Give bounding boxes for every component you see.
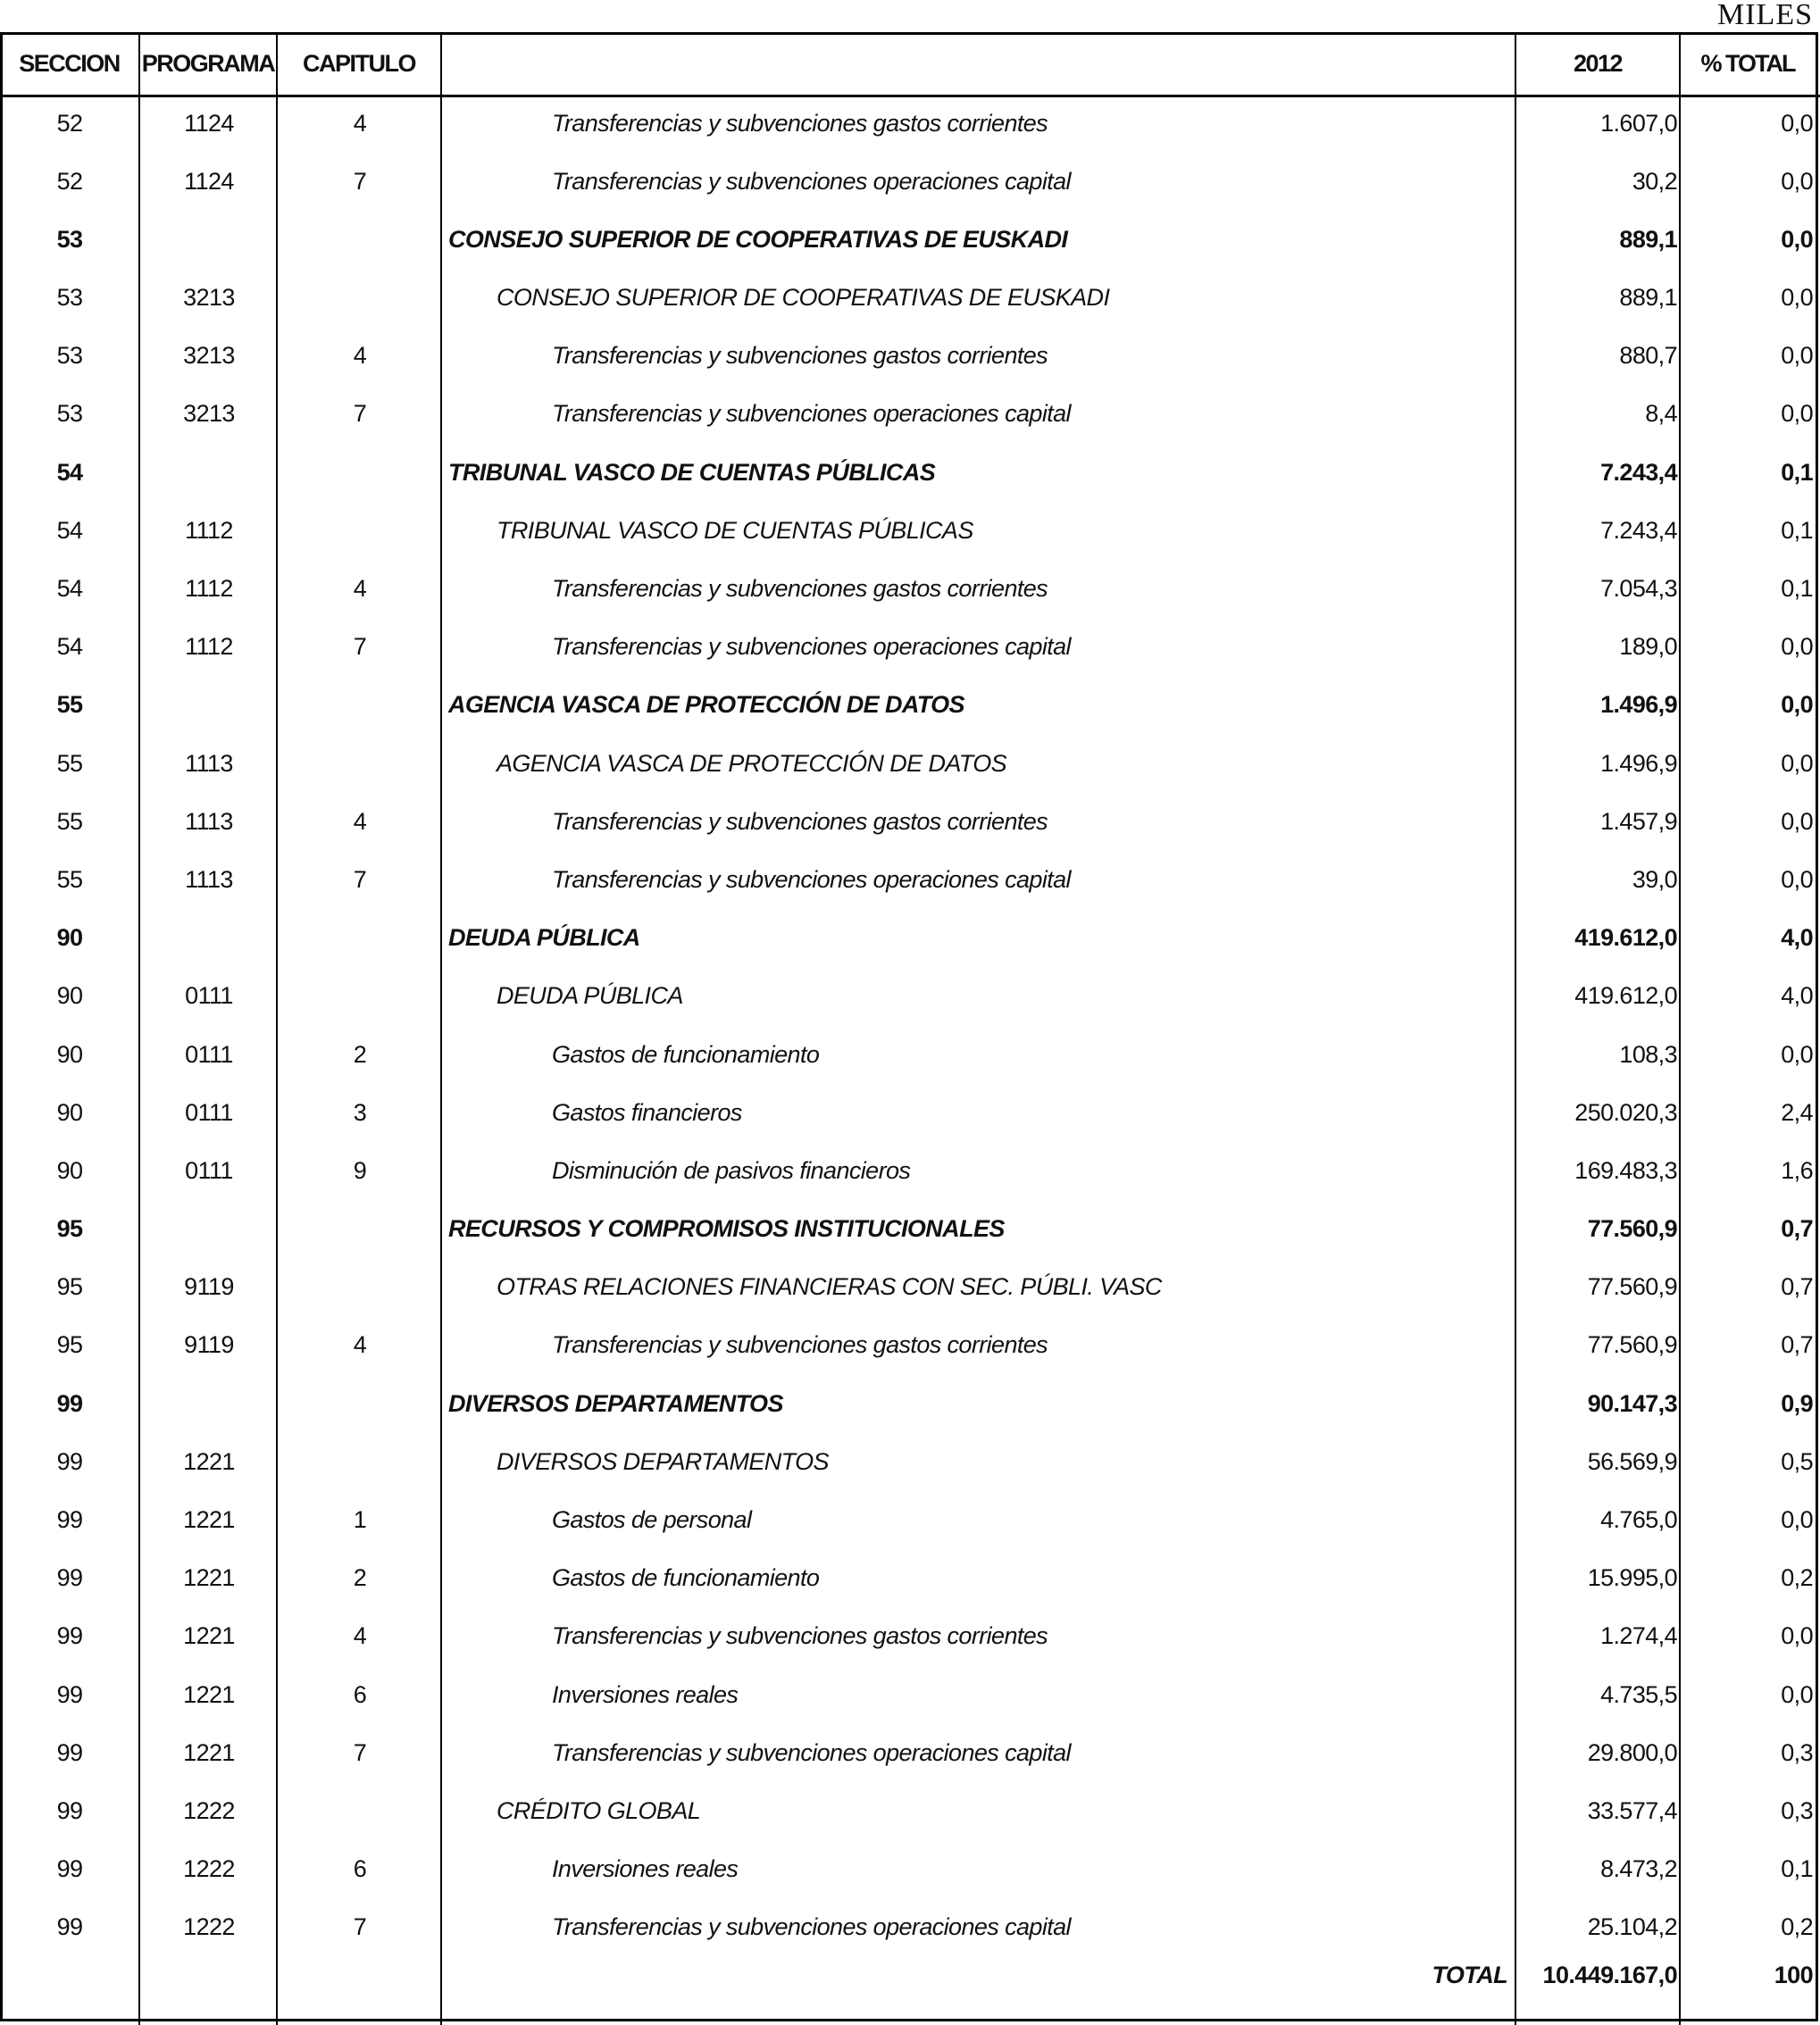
cell-pct: 1,6 — [1781, 1156, 1813, 1184]
cell-programa: 1113 — [185, 807, 233, 835]
cell-programa: 1221 — [183, 1506, 235, 1533]
cell-programa — [141, 912, 277, 965]
cell-pct: 0,2 — [1781, 1913, 1813, 1941]
cell-capitulo: 3 — [353, 1098, 367, 1126]
header-seccion: SECCION — [19, 49, 120, 77]
cell-descripcion: DIVERSOS DEPARTAMENTOS — [448, 1389, 783, 1417]
cell-programa: 1112 — [185, 575, 233, 602]
header-programa: PROGRAMA — [141, 49, 275, 77]
cell-seccion: 55 — [56, 807, 83, 835]
table-row — [0, 1435, 1820, 1493]
cell-seccion: 99 — [56, 1622, 83, 1650]
cell-capitulo — [279, 1261, 441, 1314]
cell-programa: 1222 — [183, 1913, 235, 1941]
cell-programa: 1221 — [183, 1447, 235, 1475]
cell-descripcion: Gastos de funcionamiento — [552, 1564, 820, 1592]
cell-programa: 3213 — [183, 400, 235, 428]
cell-valor: 1.457,9 — [1600, 807, 1677, 835]
cell-programa: 1221 — [183, 1738, 235, 1766]
cell-seccion: 99 — [56, 1564, 83, 1592]
cell-descripcion: Gastos financieros — [552, 1098, 742, 1126]
cell-pct: 0,0 — [1781, 342, 1813, 370]
cell-seccion: 53 — [56, 342, 83, 370]
cell-valor: 419.612,0 — [1574, 982, 1677, 1010]
cell-capitulo — [279, 1784, 441, 1838]
cell-pct: 0,0 — [1781, 225, 1813, 253]
cell-descripcion: Transferencias y subvenciones operaciones capital — [552, 633, 1071, 661]
cell-programa: 1222 — [183, 1796, 235, 1824]
table-row — [0, 1028, 1820, 1086]
cell-pct: 0,0 — [1781, 749, 1813, 777]
cell-descripcion: Disminución de pasivos financieros — [552, 1156, 911, 1184]
cell-seccion: 99 — [56, 1447, 83, 1475]
cell-descripcion: DEUDA PÚBLICA — [448, 924, 640, 952]
cell-capitulo: 4 — [353, 1622, 367, 1650]
table-row — [0, 212, 1820, 271]
cell-descripcion: Gastos de funcionamiento — [552, 1040, 820, 1068]
table-row — [0, 1203, 1820, 1261]
cell-seccion: 55 — [56, 749, 83, 777]
cell-seccion: 99 — [56, 1796, 83, 1824]
cell-descripcion: Transferencias y subvenciones gastos corrientes — [552, 1622, 1048, 1650]
cell-descripcion: Transferencias y subvenciones operaciones capital — [552, 865, 1071, 893]
cell-seccion: 95 — [56, 1273, 83, 1301]
table-row — [0, 1494, 1820, 1552]
cell-valor: 4.765,0 — [1600, 1506, 1677, 1533]
cell-seccion: 54 — [56, 458, 83, 486]
cell-pct: 0,7 — [1781, 1273, 1813, 1301]
cell-pct: 0,0 — [1781, 109, 1813, 137]
cell-valor: 7.243,4 — [1600, 458, 1677, 486]
cell-descripcion: Inversiones reales — [552, 1855, 739, 1883]
table-row — [0, 1610, 1820, 1668]
cell-descripcion: Transferencias y subvenciones gastos corrientes — [552, 109, 1048, 137]
table-row — [0, 970, 1820, 1028]
table-row — [0, 1726, 1820, 1784]
table-row — [0, 853, 1820, 911]
header-capitulo: CAPITULO — [303, 49, 415, 77]
cell-valor: 250.020,3 — [1574, 1098, 1677, 1126]
cell-seccion: 99 — [56, 1506, 83, 1533]
cell-valor: 25.104,2 — [1587, 1913, 1677, 1941]
cell-valor: 33.577,4 — [1587, 1796, 1677, 1824]
cell-valor: 1.496,9 — [1600, 749, 1677, 777]
cell-programa: 0111 — [185, 982, 233, 1010]
cell-capitulo: 4 — [353, 575, 367, 602]
cell-descripcion: Gastos de personal — [552, 1506, 752, 1533]
cell-descripcion: Transferencias y subvenciones gastos corrientes — [552, 1331, 1048, 1359]
total-pct: 100 — [1774, 1961, 1813, 1988]
cell-descripcion: Transferencias y subvenciones operaciones capital — [552, 1738, 1071, 1766]
cell-descripcion: Transferencias y subvenciones gastos corrientes — [552, 342, 1048, 370]
cell-programa: 1113 — [185, 865, 233, 893]
cell-programa: 1113 — [185, 749, 233, 777]
cell-capitulo — [279, 1435, 441, 1488]
header-pct-total: % TOTAL — [1700, 49, 1795, 77]
cell-seccion: 90 — [56, 924, 83, 952]
total-label: TOTAL — [1432, 1961, 1507, 1988]
total-row — [0, 1946, 1820, 2004]
cell-capitulo: 7 — [353, 865, 367, 893]
cell-descripcion: Transferencias y subvenciones operaciones capital — [552, 1913, 1071, 1941]
cell-valor: 8,4 — [1645, 400, 1677, 428]
cell-programa: 1124 — [184, 109, 234, 137]
cell-capitulo: 7 — [353, 1913, 367, 1941]
table-row — [0, 1552, 1820, 1610]
cell-capitulo: 4 — [353, 1331, 367, 1359]
cell-seccion: 99 — [56, 1855, 83, 1883]
cell-capitulo: 2 — [353, 1040, 367, 1068]
header-descripcion — [442, 32, 1515, 95]
cell-descripcion: TRIBUNAL VASCO DE CUENTAS PÚBLICAS — [448, 458, 936, 486]
cell-valor: 889,1 — [1619, 225, 1677, 253]
cell-descripcion: CRÉDITO GLOBAL — [497, 1796, 701, 1824]
cell-valor: 1.607,0 — [1600, 109, 1677, 137]
cell-descripcion: OTRAS RELACIONES FINANCIERAS CON SEC. PÚBLI. VASC — [497, 1273, 1162, 1301]
cell-descripcion: Transferencias y subvenciones operaciones capital — [552, 400, 1071, 428]
cell-programa: 1124 — [184, 167, 234, 195]
table-row — [0, 621, 1820, 679]
cell-pct: 0,0 — [1781, 284, 1813, 312]
cell-capitulo: 1 — [353, 1506, 367, 1533]
cell-programa — [141, 679, 277, 732]
cell-valor: 77.560,9 — [1587, 1215, 1677, 1243]
cell-pct: 0,0 — [1781, 167, 1813, 195]
cell-programa: 3213 — [183, 342, 235, 370]
cell-valor: 4.735,5 — [1600, 1680, 1677, 1708]
table-row — [0, 1377, 1820, 1435]
cell-pct: 0,1 — [1781, 516, 1813, 544]
cell-descripcion: Inversiones reales — [552, 1680, 739, 1708]
cell-programa: 1112 — [185, 633, 233, 661]
header-year: 2012 — [1573, 49, 1623, 77]
cell-programa — [141, 446, 277, 499]
cell-seccion: 90 — [56, 1098, 83, 1126]
cell-seccion: 99 — [56, 1738, 83, 1766]
cell-pct: 4,0 — [1781, 924, 1813, 952]
cell-seccion: 90 — [56, 1040, 83, 1068]
cell-descripcion: Transferencias y subvenciones gastos corrientes — [552, 807, 1048, 835]
cell-programa: 9119 — [184, 1273, 234, 1301]
cell-descripcion: AGENCIA VASCA DE PROTECCIÓN DE DATOS — [448, 691, 964, 719]
cell-pct: 0,0 — [1781, 1680, 1813, 1708]
cell-descripcion: TRIBUNAL VASCO DE CUENTAS PÚBLICAS — [497, 516, 973, 544]
cell-valor: 8.473,2 — [1600, 1855, 1677, 1883]
cell-valor: 7.243,4 — [1600, 516, 1677, 544]
cell-seccion: 53 — [56, 225, 83, 253]
cell-pct: 0,0 — [1781, 807, 1813, 835]
cell-seccion: 55 — [56, 865, 83, 893]
cell-seccion: 99 — [56, 1680, 83, 1708]
table-row — [0, 795, 1820, 853]
cell-programa — [141, 212, 277, 266]
cell-valor: 189,0 — [1619, 633, 1677, 661]
cell-capitulo: 7 — [353, 400, 367, 428]
cell-capitulo: 2 — [353, 1564, 367, 1592]
cell-pct: 0,0 — [1781, 1622, 1813, 1650]
cell-valor: 108,3 — [1619, 1040, 1677, 1068]
cell-valor: 56.569,9 — [1587, 1447, 1677, 1475]
cell-programa: 1222 — [183, 1855, 235, 1883]
cell-pct: 4,0 — [1781, 982, 1813, 1010]
cell-capitulo: 4 — [353, 342, 367, 370]
cell-valor: 15.995,0 — [1587, 1564, 1677, 1592]
cell-valor: 1.274,4 — [1600, 1622, 1677, 1650]
cell-capitulo — [279, 271, 441, 325]
cell-pct: 0,7 — [1781, 1331, 1813, 1359]
table-row — [0, 1319, 1820, 1377]
table-row — [0, 562, 1820, 621]
cell-programa: 9119 — [184, 1331, 234, 1359]
cell-capitulo: 9 — [353, 1156, 367, 1184]
cell-seccion: 53 — [56, 400, 83, 428]
cell-valor: 889,1 — [1619, 284, 1677, 312]
table-row — [0, 329, 1820, 388]
cell-pct: 0,3 — [1781, 1738, 1813, 1766]
cell-descripcion: CONSEJO SUPERIOR DE COOPERATIVAS DE EUSKADI — [497, 284, 1110, 312]
cell-seccion: 99 — [56, 1913, 83, 1941]
total-value: 10.449.167,0 — [1542, 1961, 1677, 1988]
cell-pct: 0,9 — [1781, 1389, 1813, 1417]
table-body — [0, 96, 1820, 1959]
table-row — [0, 912, 1820, 970]
cell-pct: 0,0 — [1781, 633, 1813, 661]
cell-valor: 169.483,3 — [1574, 1156, 1677, 1184]
units-label: MILES — [1717, 0, 1813, 31]
cell-valor: 1.496,9 — [1600, 691, 1677, 719]
cell-seccion: 95 — [56, 1215, 83, 1243]
cell-programa: 1221 — [183, 1564, 235, 1592]
table-row — [0, 1086, 1820, 1144]
cell-capitulo: 4 — [353, 807, 367, 835]
cell-capitulo — [279, 504, 441, 557]
cell-pct: 0,0 — [1781, 400, 1813, 428]
cell-capitulo — [279, 737, 441, 790]
cell-descripcion: CONSEJO SUPERIOR DE COOPERATIVAS DE EUSKADI — [448, 225, 1068, 253]
table-row — [0, 388, 1820, 446]
cell-pct: 0,0 — [1781, 865, 1813, 893]
cell-programa: 1112 — [185, 516, 233, 544]
cell-capitulo — [279, 970, 441, 1023]
cell-seccion: 54 — [56, 516, 83, 544]
cell-programa: 3213 — [183, 284, 235, 312]
cell-pct: 0,2 — [1781, 1564, 1813, 1592]
cell-valor: 29.800,0 — [1587, 1738, 1677, 1766]
cell-pct: 0,0 — [1781, 1040, 1813, 1068]
cell-valor: 77.560,9 — [1587, 1331, 1677, 1359]
cell-valor: 77.560,9 — [1587, 1273, 1677, 1301]
cell-capitulo: 6 — [353, 1855, 367, 1883]
cell-seccion: 90 — [56, 982, 83, 1010]
cell-valor: 880,7 — [1619, 342, 1677, 370]
cell-capitulo — [279, 1203, 441, 1256]
cell-programa: 1221 — [183, 1622, 235, 1650]
cell-pct: 0,1 — [1781, 575, 1813, 602]
table-row — [0, 96, 1820, 154]
cell-capitulo — [279, 679, 441, 732]
cell-seccion: 90 — [56, 1156, 83, 1184]
cell-pct: 0,5 — [1781, 1447, 1813, 1475]
table-row — [0, 154, 1820, 212]
cell-seccion: 54 — [56, 633, 83, 661]
cell-programa: 0111 — [185, 1098, 233, 1126]
cell-capitulo: 7 — [353, 633, 367, 661]
cell-descripcion: DEUDA PÚBLICA — [497, 982, 683, 1010]
table-row — [0, 1843, 1820, 1901]
table-row — [0, 1784, 1820, 1842]
cell-programa — [141, 1203, 277, 1256]
cell-valor: 39,0 — [1632, 865, 1677, 893]
cell-capitulo — [279, 1377, 441, 1430]
cell-seccion: 53 — [56, 284, 83, 312]
cell-capitulo — [279, 446, 441, 499]
cell-seccion: 99 — [56, 1389, 83, 1417]
cell-pct: 0,7 — [1781, 1215, 1813, 1243]
cell-pct: 0,3 — [1781, 1796, 1813, 1824]
cell-programa: 0111 — [185, 1156, 233, 1184]
cell-capitulo — [279, 912, 441, 965]
cell-pct: 2,4 — [1781, 1098, 1813, 1126]
cell-pct: 0,0 — [1781, 1506, 1813, 1533]
cell-programa: 0111 — [185, 1040, 233, 1068]
cell-valor: 419.612,0 — [1574, 924, 1677, 952]
cell-capitulo: 7 — [353, 167, 367, 195]
cell-seccion: 52 — [56, 167, 83, 195]
cell-capitulo: 6 — [353, 1680, 367, 1708]
table-row — [0, 271, 1820, 329]
cell-programa — [141, 1377, 277, 1430]
cell-descripcion: DIVERSOS DEPARTAMENTOS — [497, 1447, 829, 1475]
cell-capitulo — [279, 212, 441, 266]
cell-seccion: 52 — [56, 109, 83, 137]
table-row — [0, 679, 1820, 737]
table-row — [0, 504, 1820, 562]
cell-pct: 0,0 — [1781, 691, 1813, 719]
table-row — [0, 737, 1820, 795]
cell-descripcion: AGENCIA VASCA DE PROTECCIÓN DE DATOS — [497, 749, 1007, 777]
cell-descripcion: Transferencias y subvenciones operaciones capital — [552, 167, 1071, 195]
cell-valor: 90.147,3 — [1587, 1389, 1677, 1417]
table-row — [0, 1144, 1820, 1202]
table-row — [0, 446, 1820, 504]
cell-valor: 30,2 — [1632, 167, 1677, 195]
cell-descripcion: RECURSOS Y COMPROMISOS INSTITUCIONALES — [448, 1215, 1005, 1243]
cell-seccion: 54 — [56, 575, 83, 602]
cell-pct: 0,1 — [1781, 1855, 1813, 1883]
cell-valor: 7.054,3 — [1600, 575, 1677, 602]
cell-descripcion: Transferencias y subvenciones gastos corrientes — [552, 575, 1048, 602]
cell-seccion: 95 — [56, 1331, 83, 1359]
table-row — [0, 1668, 1820, 1726]
cell-programa: 1221 — [183, 1680, 235, 1708]
cell-seccion: 55 — [56, 691, 83, 719]
table-row — [0, 1261, 1820, 1319]
cell-capitulo: 4 — [353, 109, 367, 137]
cell-pct: 0,1 — [1781, 458, 1813, 486]
cell-capitulo: 7 — [353, 1738, 367, 1766]
